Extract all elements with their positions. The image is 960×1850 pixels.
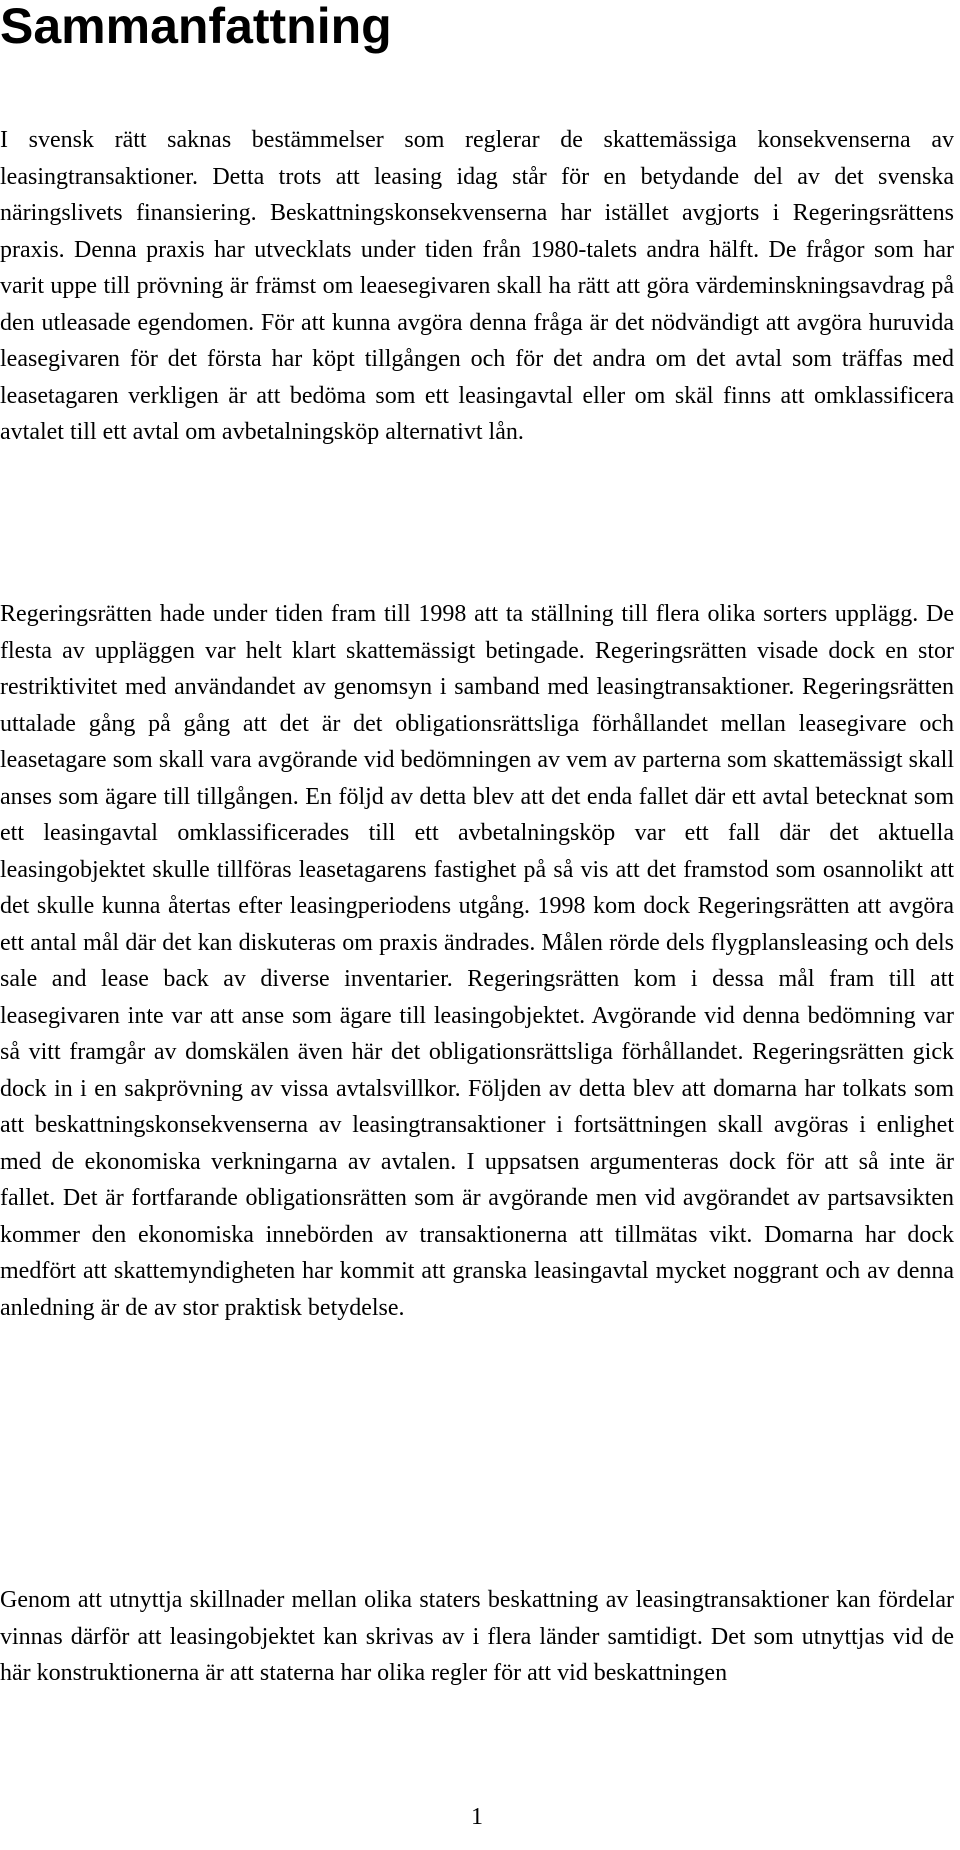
paragraph-2: Regeringsrätten hade under tiden fram till 1998 att ta ställning till flera olika sorters upplägg. De flesta av uppläggen var helt klart skattemässigt betingade. Regeringsrätten visade dock en stor restriktivitet med användandet av genomsyn i samband med leasingtransaktioner. Regeringsrätten uttalade gång på gång att det är det obligationsrättsliga förhållandet mellan leasegivare och leasetagare som skall vara avgörande vid bedömningen av vem av parterna som skattemässigt skall anses som ägare till tillgången. En följd av detta blev att det enda fallet där ett avtal betecknat som ett leasingavtal omklassificerades till ett avbetalningsköp var ett fall där det aktuella leasingobjektet skulle tillföras leasetagarens fastighet på så vis att det framstod som osannolikt att det skulle kunna återtas efter leasingperiodens utgång. 1998 kom dock Regeringsrätten att avgöra ett antal mål där det kan diskuteras om praxis ändrades. Målen rörde dels flygplansleasing och dels sale and lease back av diverse inventarier. Regeringsrätten kom i dessa mål fram till att leasegivaren inte var att anse som ägare till leasingobjektet. Avgörande vid denna bedömning var så vitt framgår av domskälen även här det obligationsrättsliga förhållandet. Regeringsrätten gick dock in i en sakprövning av vissa avtalsvillkor. Följden av detta blev att domarna har tolkats som att beskattningskonsekvenserna av leasingtransaktioner i fortsättningen skall avgöras i enlighet med de ekonomiska verkningarna av avtalen. I uppsatsen argumenteras dock för att så inte är fallet. Det är fortfarande obligationsrätten som är avgörande men vid avgörandet av partsavsikten kommer den ekonomiska innebörden av transaktionerna att tillmätas vikt. Domarna har dock medfört att skattemyndigheten har kommit att granska leasingavtal mycket noggrant och av denna anledning är de av stor praktisk betydelse. <box>0 601 954 1321</box>
page-title: Sammanfattning <box>0 0 392 54</box>
paragraph-3: Genom att utnyttja skillnader mellan olika staters beskattning av leasingtransaktioner kan fördelar vinnas därför att leasingobjektet kan skrivas av i flera länder samtidigt. Det som utnyttjas vid de här konstruktionerna är att staterna har olika regler för att vid beskattningen <box>0 1587 954 1686</box>
page-number: 1 <box>471 1804 483 1830</box>
paragraph-1: I svensk rätt saknas bestämmelser som reglerar de skattemässiga konsekvenserna av leasingtransaktioner. Detta trots att leasing idag står för en betydande del av det svenska näringslivets finansiering. Beskattningskonsekvenserna har istället avgjorts i Regeringsrättens praxis. Denna praxis har utvecklats under tiden från 1980-talets andra hälft. De frågor som har varit uppe till prövning är främst om leaesegivaren skall ha rätt att göra värdeminskningsavdrag på den utleasade egendomen. För att kunna avgöra denna fråga är det nödvändigt att avgöra huruvida leasegivaren för det första har köpt tillgången och för det andra om det avtal som träffas med leasetagaren verkligen är att bedöma som ett leasingavtal eller om skäl finns att omklassificera avtalet till ett avtal om avbetalningsköp alternativt lån. <box>0 127 954 445</box>
